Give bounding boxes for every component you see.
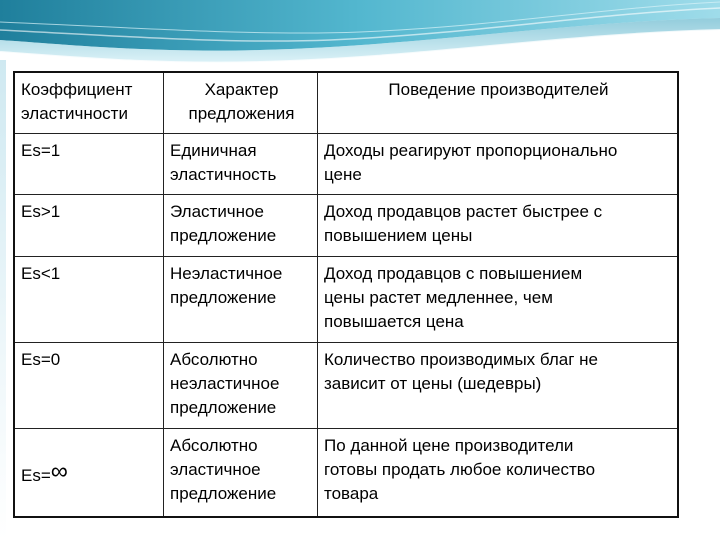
header-producer-behavior-text: Поведение производителей: [388, 80, 609, 99]
header-supply-type-line1: Характер: [204, 80, 279, 99]
supply-type-line: Эластичное: [170, 202, 264, 221]
coef-value: Es>1: [21, 202, 61, 221]
behavior-line: цены растет медленнее, чем: [324, 288, 553, 307]
elasticity-table: [13, 71, 679, 518]
supply-type-line: Неэластичное: [170, 264, 283, 283]
coef-cell: [14, 195, 164, 257]
supply-type-cell: [164, 343, 318, 429]
behavior-cell: [318, 134, 679, 195]
behavior-cell: [318, 195, 679, 257]
supply-type-cell: [164, 257, 318, 343]
header-coefficient: [14, 72, 164, 134]
behavior-line: По данной цене производители: [324, 436, 574, 455]
decorative-wave-banner: [0, 0, 720, 80]
supply-type-line: неэластичное: [170, 374, 280, 393]
supply-type-line: предложение: [170, 398, 277, 417]
header-supply-type: [164, 72, 318, 134]
behavior-cell: [318, 343, 679, 429]
table-row: [14, 134, 678, 195]
table-row: [14, 195, 678, 257]
supply-type-line: эластичное: [170, 460, 261, 479]
behavior-line: Доход продавцов растет быстрее с: [324, 202, 603, 221]
supply-type-line: Абсолютно: [170, 436, 258, 455]
behavior-line: цене: [324, 165, 362, 184]
supply-type-line: предложение: [170, 484, 277, 503]
behavior-line: Доход продавцов с повышением: [324, 264, 583, 283]
supply-type-line: предложение: [170, 226, 277, 245]
behavior-line: Количество производимых благ не: [324, 350, 599, 369]
table-row: [14, 257, 678, 343]
supply-type-line: Единичная: [170, 141, 257, 160]
coef-cell: [14, 257, 164, 343]
coef-cell: [14, 343, 164, 429]
coef-value: Es<1: [21, 264, 61, 283]
coef-value: Es=1: [21, 141, 61, 160]
infinity-symbol: ∞: [50, 458, 68, 485]
behavior-cell: [318, 257, 679, 343]
supply-type-cell: [164, 134, 318, 195]
supply-type-cell: [164, 195, 318, 257]
coef-value: Es=0: [21, 350, 61, 369]
table-row: [14, 343, 678, 429]
coef-value: Es=: [21, 466, 51, 485]
table-header-row: [14, 72, 678, 134]
behavior-line: готовы продать любое количество: [324, 460, 596, 479]
coef-cell: [14, 429, 164, 518]
behavior-line: товара: [324, 484, 379, 503]
behavior-cell: [318, 429, 679, 518]
table-row: [14, 429, 678, 518]
header-coefficient-line2: эластичности: [21, 104, 128, 123]
supply-type-line: предложение: [170, 288, 277, 307]
header-supply-type-line2: предложения: [188, 104, 295, 123]
supply-type-cell: [164, 429, 318, 518]
behavior-line: повышается цена: [324, 312, 464, 331]
behavior-line: зависит от цены (шедевры): [324, 374, 542, 393]
coef-cell: [14, 134, 164, 195]
header-producer-behavior: [318, 72, 679, 134]
header-coefficient-line1: Коэффициент: [21, 80, 133, 99]
decorative-side-gradient: [0, 60, 6, 540]
behavior-line: Доходы реагируют пропорционально: [324, 141, 618, 160]
supply-type-line: Абсолютно: [170, 350, 258, 369]
behavior-line: повышением цены: [324, 226, 473, 245]
supply-type-line: эластичность: [170, 165, 277, 184]
